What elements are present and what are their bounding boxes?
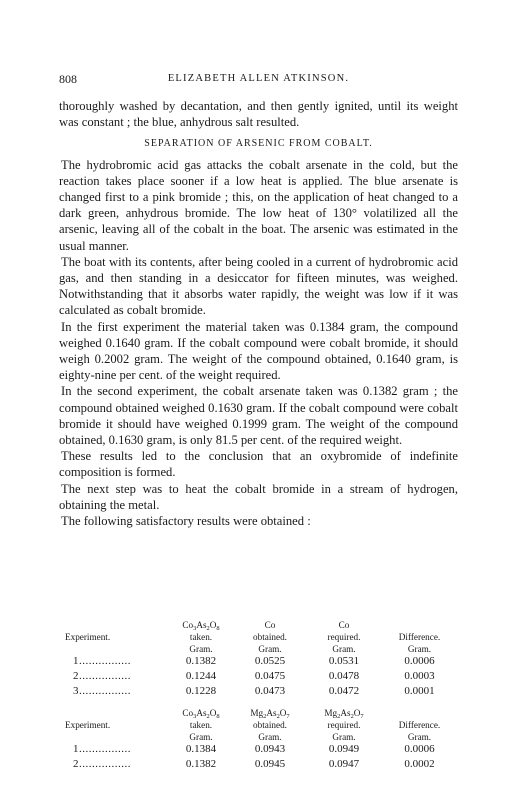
paragraph-conclusion: These results led to the conclusion that an oxybromide of indefinite composition is formed. bbox=[59, 449, 458, 480]
col-head-experiment: Experiment. bbox=[65, 720, 111, 730]
cell-required: 0.0472 bbox=[328, 685, 360, 697]
cell-obtained: 0.0473 bbox=[254, 685, 286, 697]
col-head-formula-mg: $Mg_2As_2O_7$ bbox=[250, 708, 290, 720]
table-header-row bbox=[59, 720, 458, 732]
table-row bbox=[59, 744, 458, 759]
col-head-co-obtained: Co bbox=[264, 620, 276, 630]
col-head-obtained: obtained. bbox=[253, 720, 287, 730]
cell-obtained: 0.0945 bbox=[254, 758, 286, 770]
unit-gram: Gram. bbox=[332, 732, 356, 742]
col-head-obtained: obtained. bbox=[253, 632, 287, 642]
col-head-formula-mg: $Mg_2As_2O_7$ bbox=[324, 708, 364, 720]
cell-taken: 0.1382 bbox=[185, 758, 217, 770]
results-table-arsenic bbox=[59, 708, 458, 774]
paragraph-continued: thoroughly washed by decantation, and then gently ignited, until its weight was constant ; the blue, anhydrous salt resulted. bbox=[59, 99, 458, 130]
col-head-taken: taken. bbox=[189, 632, 213, 642]
table-row bbox=[59, 656, 458, 671]
unit-gram: Gram. bbox=[407, 644, 432, 654]
paragraph-second-experiment: In the second experiment, the cobalt arsenate taken was 0.1382 gram ; the compound obtained weighed 0.1630 gram. If the cobalt compound were cobalt bromide it should have weighed 0.1999 gram. The weight of the compound obtained, 0.1630 gram, is only 81.5 per cent. of the required weight. bbox=[59, 384, 458, 448]
cell-required: 0.0947 bbox=[328, 758, 360, 770]
table-header-row bbox=[59, 708, 458, 720]
col-head-formula: $Co_3As_2O_8$ bbox=[182, 708, 220, 720]
cell-difference: 0.0002 bbox=[404, 758, 435, 770]
section-heading: SEPARATION OF ARSENIC FROM COBALT. bbox=[144, 138, 373, 150]
cell-obtained: 0.0943 bbox=[254, 743, 286, 755]
unit-gram: Gram. bbox=[407, 732, 432, 742]
paragraph-boat-weighing: The boat with its contents, after being cooled in a current of hydrobromic acid gas, and then standing in a desiccator for fifteen minutes, was weighed. Notwithstanding that it absorbs water rapidly, the weight was low if it was calculated as cobalt bromide. bbox=[59, 254, 458, 318]
cell-obtained: 0.0475 bbox=[254, 670, 286, 682]
col-head-experiment: Experiment. bbox=[65, 632, 111, 642]
paragraph-hydrobromic-attack: The hydrobromic acid gas attacks the cobalt arsenate in the cold, but the reaction takes place sooner if a low heat is applied. The blue arsenate is changed first to a pink bromide ; this, on the application of heat changed to a dark green, anhydrous bromide. The low heat of 130° volatilized all the arsenic, leaving all of the cobalt in the boat. The arsenic was estimated in the usual manner. bbox=[59, 157, 458, 253]
col-head-formula: $Co_3As_2O_8$ bbox=[182, 620, 220, 632]
running-title: ELIZABETH ALLEN ATKINSON. bbox=[167, 73, 350, 84]
cell-difference: 0.0006 bbox=[404, 743, 435, 755]
table-row bbox=[59, 759, 458, 774]
row-label: 1................ bbox=[73, 743, 131, 755]
table-row bbox=[59, 671, 458, 686]
cell-difference: 0.0003 bbox=[404, 670, 435, 682]
cell-taken: 0.1244 bbox=[185, 670, 217, 682]
table-header-row bbox=[59, 632, 458, 644]
cell-taken: 0.1384 bbox=[185, 743, 217, 755]
paragraph-first-experiment: In the first experiment the material taken was 0.1384 gram, the compound weighed 0.1640 gram. If the cobalt compound were cobalt bromide, it should weigh 0.2002 gram. The weight of the compound obtained, 0.1640 gram, is eighty-nine per cent. of the weight required. bbox=[59, 319, 458, 383]
table-header-row bbox=[59, 620, 458, 632]
col-head-difference: Difference. bbox=[398, 720, 441, 730]
unit-gram: Gram. bbox=[189, 732, 213, 742]
unit-gram: Gram. bbox=[258, 732, 282, 742]
cell-required: 0.0531 bbox=[328, 655, 360, 667]
page-number: 808 bbox=[59, 72, 77, 86]
cell-difference: 0.0001 bbox=[404, 685, 435, 697]
cell-required: 0.0478 bbox=[328, 670, 360, 682]
results-table-cobalt bbox=[59, 620, 458, 701]
unit-gram: Gram. bbox=[258, 644, 282, 654]
unit-gram: Gram. bbox=[189, 644, 213, 654]
row-label: 2................ bbox=[73, 758, 131, 770]
cell-obtained: 0.0525 bbox=[254, 655, 286, 667]
body-text bbox=[59, 98, 458, 529]
cell-required: 0.0949 bbox=[328, 743, 360, 755]
row-label: 2................ bbox=[73, 670, 131, 682]
col-head-difference: Difference. bbox=[398, 632, 441, 642]
col-head-required: required. bbox=[327, 632, 361, 642]
paragraph-results-intro: The following satisfactory results were obtained : bbox=[61, 514, 311, 529]
running-head bbox=[59, 72, 458, 88]
row-label: 1................ bbox=[73, 655, 131, 667]
cell-difference: 0.0006 bbox=[404, 655, 435, 667]
table-row bbox=[59, 686, 458, 701]
unit-gram: Gram. bbox=[332, 644, 356, 654]
col-head-required: required. bbox=[327, 720, 361, 730]
cell-taken: 0.1228 bbox=[185, 685, 217, 697]
paragraph-next-step: The next step was to heat the cobalt bromide in a stream of hydrogen, obtaining the metal. bbox=[59, 481, 458, 512]
cell-taken: 0.1382 bbox=[185, 655, 217, 667]
col-head-co-required: Co bbox=[338, 620, 350, 630]
row-label: 3................ bbox=[73, 685, 131, 697]
col-head-taken: taken. bbox=[189, 720, 213, 730]
